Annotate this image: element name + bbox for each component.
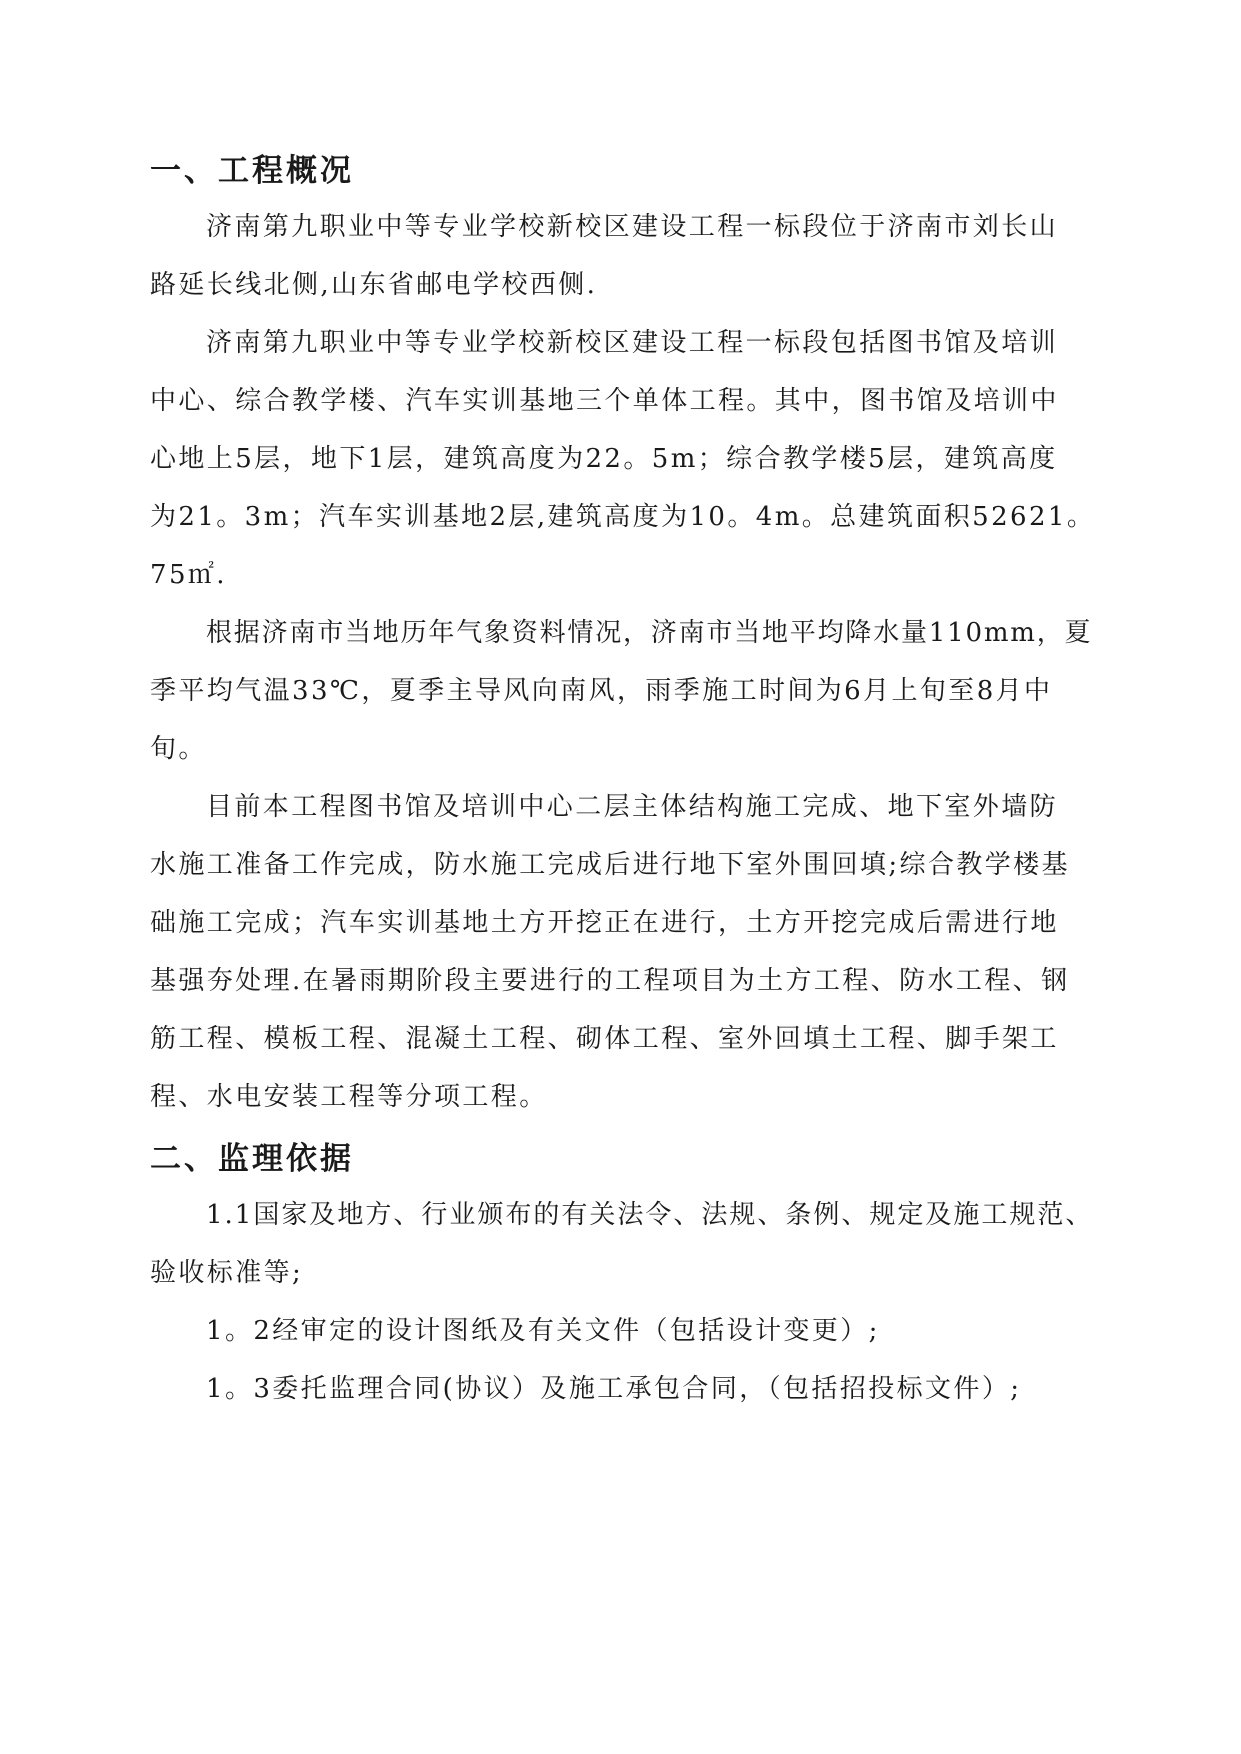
- paragraph-line: 筋工程、模板工程、混凝土工程、砌体工程、室外回填土工程、脚手架工: [150, 1024, 1059, 1054]
- paragraph-line: 基强夯处理.在暑雨期阶段主要进行的工程项目为土方工程、防水工程、钢: [150, 966, 1070, 996]
- paragraph-line: 季平均气温33℃，夏季主导风向南风，雨季施工时间为6月上旬至8月中: [150, 676, 1053, 706]
- paragraph-line: 水施工准备工作完成，防水施工完成后进行地下室外围回填;综合教学楼基: [150, 850, 1070, 880]
- paragraph-line: 目前本工程图书馆及培训中心二层主体结构施工完成、地下室外墙防: [206, 792, 1059, 822]
- paragraph-line: 程、水电安装工程等分项工程。: [150, 1082, 548, 1112]
- paragraph-line: 75㎡.: [150, 560, 227, 590]
- list-item: 1。2经审定的设计图纸及有关文件（包括设计变更）;: [206, 1316, 880, 1346]
- paragraph-line: 旬。: [150, 734, 207, 764]
- list-item: 1。3委托监理合同(协议）及施工承包合同，（包括招投标文件）;: [206, 1374, 1022, 1404]
- paragraph-line: 路延长线北侧,山东省邮电学校西侧.: [150, 270, 598, 300]
- paragraph-line: 济南第九职业中等专业学校新校区建设工程一标段位于济南市刘长山: [206, 212, 1059, 242]
- section-heading-basis: 二、监理依据: [150, 1141, 354, 1177]
- section-heading-overview: 一、工程概况: [150, 153, 354, 189]
- list-item: 1.1国家及地方、行业颁布的有关法令、法规、条例、规定及施工规范、: [206, 1200, 1094, 1230]
- list-item-continuation: 验收标准等;: [150, 1258, 304, 1288]
- paragraph-line: 根据济南市当地历年气象资料情况，济南市当地平均降水量110mm，夏: [206, 618, 1093, 648]
- paragraph-line: 为21。3m；汽车实训基地2层,建筑高度为10。4m。总建筑面积52621。: [150, 502, 1096, 532]
- paragraph-line: 础施工完成；汽车实训基地土方开挖正在进行，土方开挖完成后需进行地: [150, 908, 1059, 938]
- paragraph-line: 心地上5层，地下1层，建筑高度为22。5m；综合教学楼5层，建筑高度: [150, 444, 1058, 474]
- paragraph-line: 中心、综合教学楼、汽车实训基地三个单体工程。其中，图书馆及培训中: [150, 386, 1059, 416]
- paragraph-line: 济南第九职业中等专业学校新校区建设工程一标段包括图书馆及培训: [206, 328, 1059, 358]
